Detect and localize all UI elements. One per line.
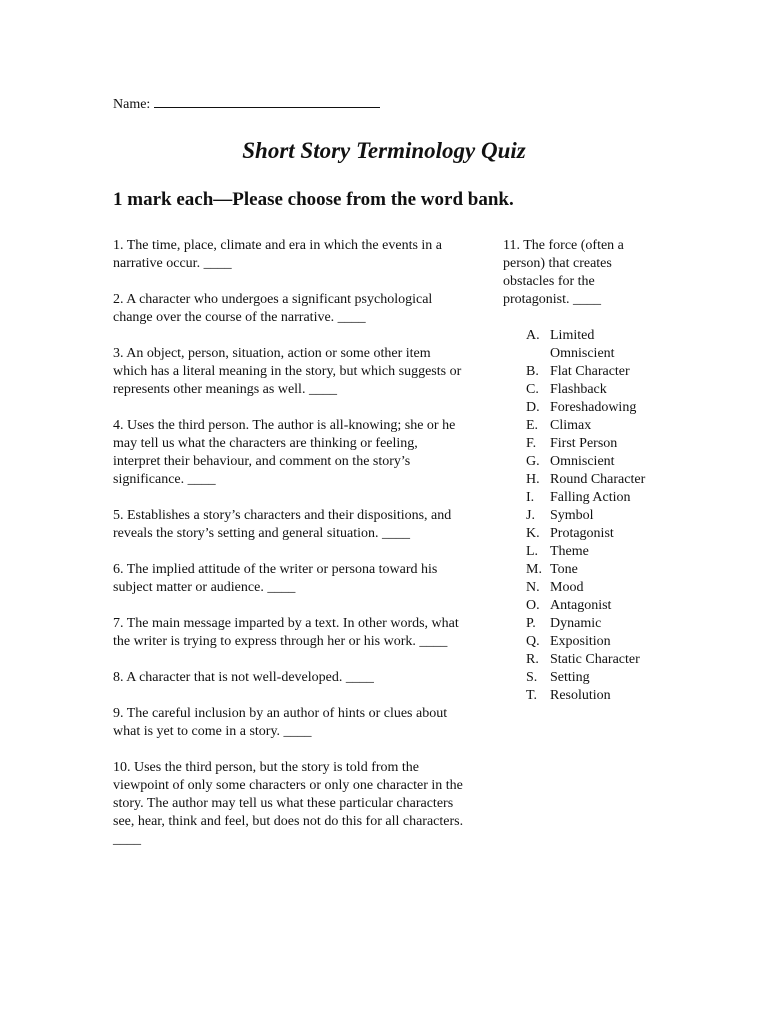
- name-line: [113, 94, 380, 113]
- word-bank-item: [526, 597, 653, 615]
- word-bank-letter: R.: [526, 652, 539, 667]
- word-bank-item: [526, 381, 653, 399]
- word-bank-letter: B.: [526, 364, 539, 379]
- word-bank-term: Setting: [550, 670, 590, 685]
- questions-column: [113, 237, 465, 867]
- question-7: 7. The main message imparted by a text. In other words, what the writer is trying to express through her or his work. ____: [113, 616, 459, 649]
- word-bank-item: [526, 417, 653, 435]
- question-2: 2. A character who undergoes a significant psychological change over the course of the narrative. ____: [113, 292, 433, 325]
- instructions: 1 mark each—Please choose from the word bank.: [113, 189, 514, 210]
- word-bank-term: Round Character: [550, 472, 646, 487]
- word-bank-letter: P.: [526, 616, 536, 631]
- question-8: 8. A character that is not well-developed. ____: [113, 670, 374, 685]
- word-bank-term: Falling Action: [550, 490, 631, 505]
- word-bank-letter: O.: [526, 598, 540, 613]
- word-bank-term: Dynamic: [550, 616, 602, 631]
- word-bank-letter: H.: [526, 472, 540, 487]
- word-bank: [503, 327, 653, 705]
- question-11: 11. The force (often a person) that creates obstacles for the protagonist. ____: [503, 238, 624, 307]
- word-bank-item: [526, 399, 653, 417]
- word-bank-item: [526, 615, 653, 633]
- name-blank: [154, 94, 380, 108]
- word-bank-letter: Q.: [526, 634, 540, 649]
- word-bank-letter: I.: [526, 490, 535, 505]
- word-bank-item: [526, 543, 653, 561]
- word-bank-term: Static Character: [550, 652, 640, 667]
- word-bank-item: [526, 633, 653, 651]
- word-bank-term: Theme: [550, 544, 589, 559]
- word-bank-item: [526, 579, 653, 597]
- word-bank-item: [526, 687, 653, 705]
- question-1: 1. The time, place, climate and era in which the events in a narrative occur. ____: [113, 238, 443, 271]
- word-bank-letter: M.: [526, 562, 542, 577]
- word-bank-letter: K.: [526, 526, 540, 541]
- word-bank-term: First Person: [550, 436, 618, 451]
- word-bank-term: Symbol: [550, 508, 594, 523]
- word-bank-letter: D.: [526, 400, 540, 415]
- word-bank-letter: F.: [526, 436, 537, 451]
- word-bank-item: [526, 561, 653, 579]
- word-bank-letter: J.: [526, 508, 535, 523]
- word-bank-letter: L.: [526, 544, 539, 559]
- word-bank-item: [526, 363, 653, 381]
- word-bank-term: Resolution: [550, 688, 611, 703]
- word-bank-letter: E.: [526, 418, 539, 433]
- word-bank-column: [503, 237, 653, 705]
- word-bank-term: Flat Character: [550, 364, 630, 379]
- word-bank-term: Climax: [550, 418, 592, 433]
- question-4: 4. Uses the third person. The author is all-knowing; she or he may tell us what the characters are thinking or feeling, interpret their behaviour, and comment on the story’s significance. ____: [113, 418, 456, 487]
- question-10: 10. Uses the third person, but the story is told from the viewpoint of only some characters or only one character in the story. The author may tell us what these particular characters see, hear, think and feel, but does not do this for all characters. ____: [113, 760, 464, 847]
- word-bank-letter: S.: [526, 670, 538, 685]
- word-bank-letter: A.: [526, 328, 540, 343]
- word-bank-letter: T.: [526, 688, 538, 703]
- page-title: Short Story Terminology Quiz: [242, 138, 526, 163]
- word-bank-term: Mood: [550, 580, 584, 595]
- word-bank-item: [526, 489, 653, 507]
- word-bank-item: [526, 525, 653, 543]
- question-9: 9. The careful inclusion by an author of hints or clues about what is yet to come in a story. ____: [113, 706, 448, 739]
- name-label: Name:: [113, 97, 151, 112]
- word-bank-item: [526, 327, 653, 363]
- word-bank-letter: G.: [526, 454, 540, 469]
- word-bank-item: [526, 471, 653, 489]
- word-bank-letter: N.: [526, 580, 540, 595]
- word-bank-item: [526, 669, 653, 687]
- word-bank-term: Omniscient: [550, 454, 615, 469]
- word-bank-term: Antagonist: [550, 598, 612, 613]
- question-3: 3. An object, person, situation, action or some other item which has a literal meaning in the story, but which suggests or represents other meanings as well. ____: [113, 346, 462, 397]
- word-bank-term: Limited Omniscient: [550, 328, 615, 361]
- word-bank-term: Exposition: [550, 634, 611, 649]
- word-bank-term: Protagonist: [550, 526, 614, 541]
- word-bank-item: [526, 435, 653, 453]
- word-bank-item: [526, 651, 653, 669]
- word-bank-term: Tone: [550, 562, 578, 577]
- word-bank-letter: C.: [526, 382, 539, 397]
- question-6: 6. The implied attitude of the writer or persona toward his subject matter or audience. ____: [113, 562, 438, 595]
- word-bank-term: Foreshadowing: [550, 400, 637, 415]
- word-bank-item: [526, 507, 653, 525]
- word-bank-item: [526, 453, 653, 471]
- word-bank-term: Flashback: [550, 382, 607, 397]
- question-5: 5. Establishes a story’s characters and their dispositions, and reveals the story’s setting and general situation. ____: [113, 508, 452, 541]
